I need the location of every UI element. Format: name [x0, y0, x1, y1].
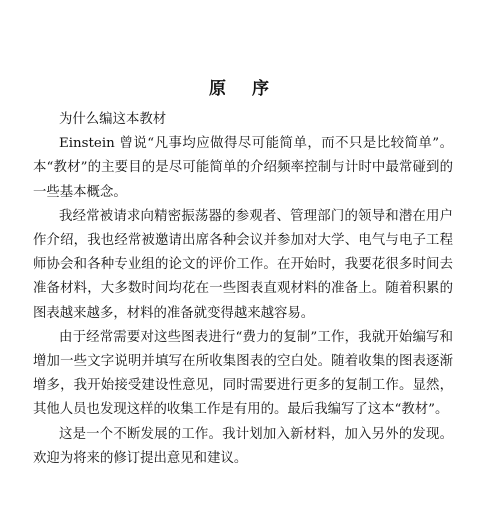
paragraph-background: 我经常被请求向精密振荡器的参观者、管理部门的领导和潜在用户作介绍，我也经常被邀请出席各种会议并参加对大学、电气与电子工程师协会和各种专业组的论文的评价工作。在开始时，我要花很多时间去准备材料，大多数时间均花在一些图表直观材料的准备上。随着积累的图表越来越多，材料的准备就变得越来越容易。	[33, 208, 453, 321]
paragraph-compilation: 由于经常需要对这些图表进行“费力的复制”工作，我就开始编写和增加一些文字说明并填写在所收集图表的空白处。随着收集的图表逐渐增多，我开始接受建设性意见，同时需要进行更多的复制工作。显然，其他人员也发现这样的收集工作是有用的。最后我编写了这本“教材”。	[33, 329, 453, 418]
document-body	[33, 108, 453, 471]
page-title: 原 序	[209, 79, 279, 99]
section-subheading: 为什么编这本教材	[59, 112, 167, 127]
paragraph-ongoing-work: 这是一个不断发展的工作。我计划加入新材料，加入另外的发现。欢迎为将来的修订提出意见和建议。	[33, 426, 453, 466]
paragraph-einstein-quote: Einstein 曾说“凡事均应做得尽可能简单，而不只是比较简单”。本“教材”的主要目的是尽可能简单的介绍频率控制与计时中最常碰到的一些基本概念。	[33, 136, 453, 200]
